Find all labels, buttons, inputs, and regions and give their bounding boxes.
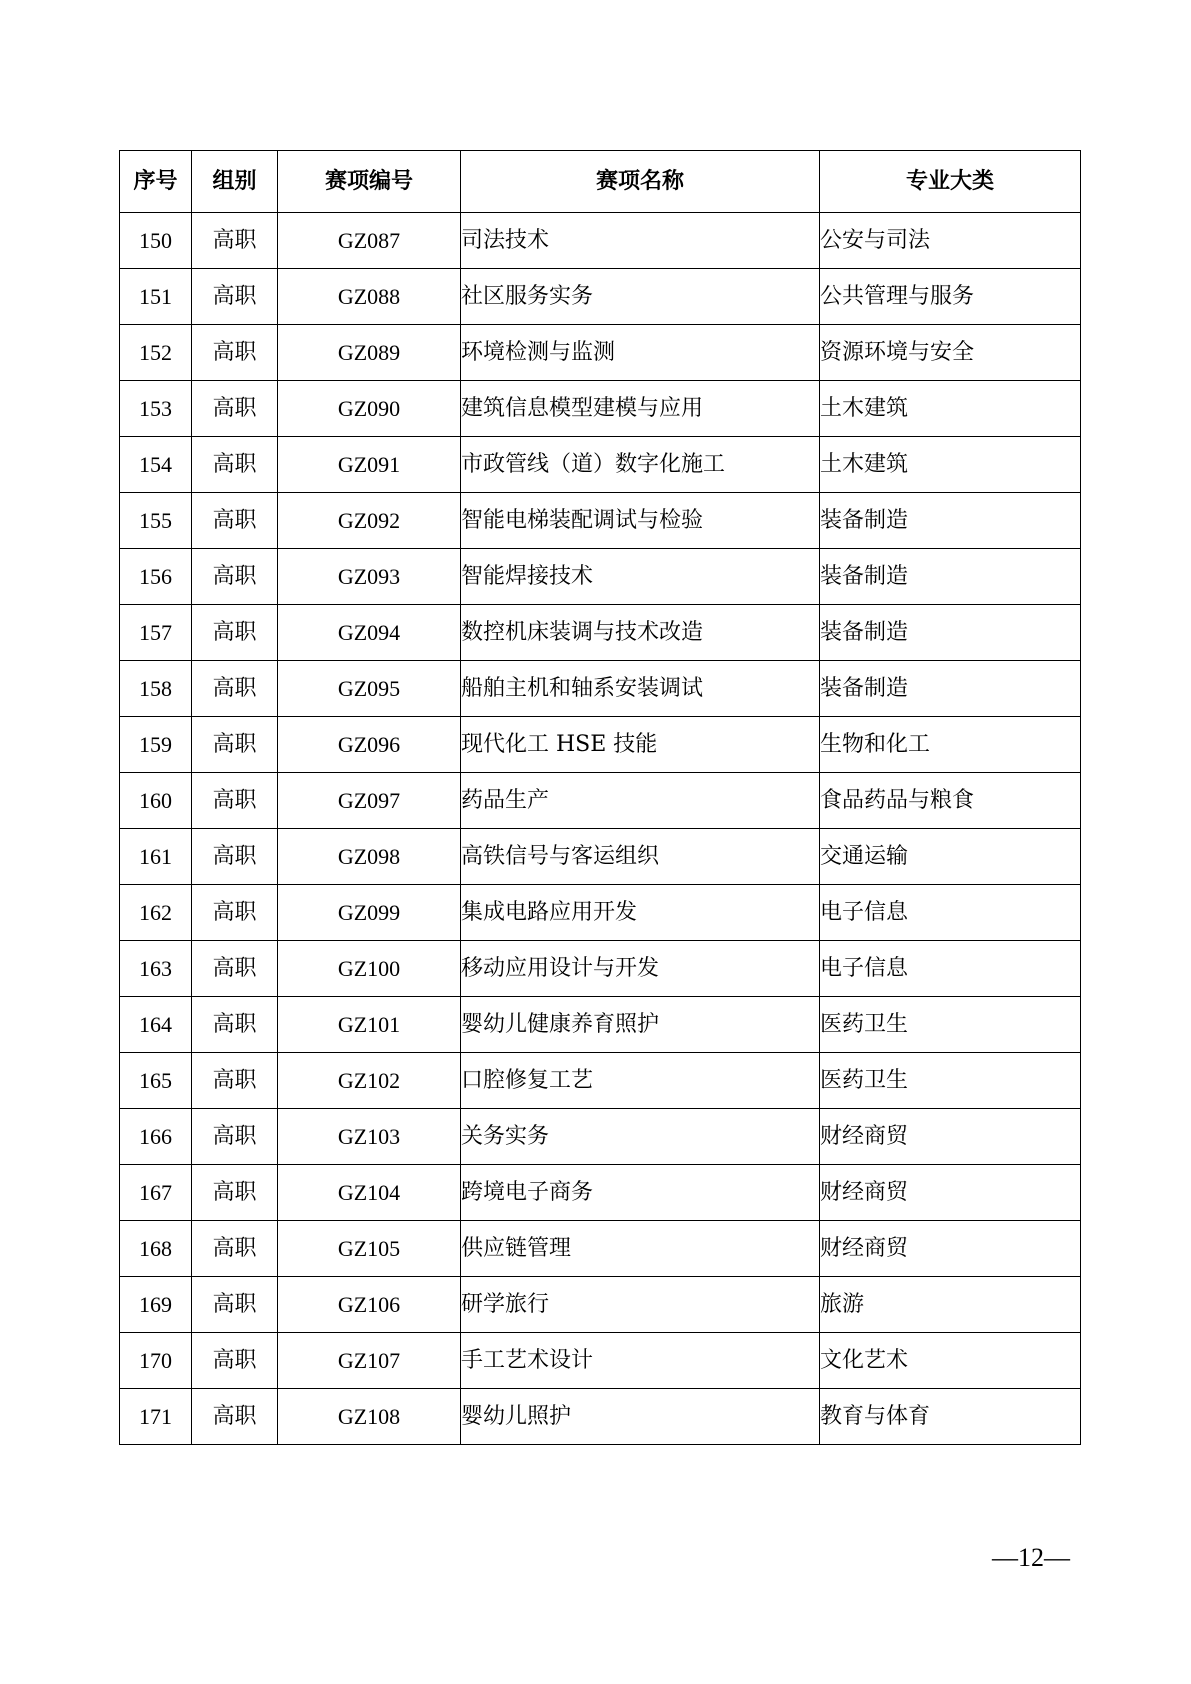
table-row [120, 941, 1081, 997]
cell-serial: 171 [120, 1389, 192, 1445]
cell-category: 医药卫生 [820, 1053, 1081, 1109]
cell-serial: 150 [120, 213, 192, 269]
cell-serial: 167 [120, 1165, 192, 1221]
cell-category: 电子信息 [820, 941, 1081, 997]
cell-code: GZ090 [278, 381, 461, 437]
cell-code: GZ101 [278, 997, 461, 1053]
header-category: 专业大类 [820, 151, 1081, 213]
table-row [120, 437, 1081, 493]
cell-serial: 170 [120, 1333, 192, 1389]
cell-name: 婴幼儿照护 [461, 1389, 820, 1445]
cell-code: GZ092 [278, 493, 461, 549]
cell-serial: 156 [120, 549, 192, 605]
table-row [120, 1221, 1081, 1277]
cell-serial: 165 [120, 1053, 192, 1109]
cell-category: 土木建筑 [820, 381, 1081, 437]
header-group: 组别 [192, 151, 278, 213]
cell-serial: 161 [120, 829, 192, 885]
cell-name: 环境检测与监测 [461, 325, 820, 381]
cell-group: 高职 [192, 213, 278, 269]
cell-category: 财经商贸 [820, 1165, 1081, 1221]
cell-category: 装备制造 [820, 549, 1081, 605]
cell-serial: 159 [120, 717, 192, 773]
cell-serial: 168 [120, 1221, 192, 1277]
cell-name: 司法技术 [461, 213, 820, 269]
table-row [120, 1165, 1081, 1221]
cell-serial: 162 [120, 885, 192, 941]
cell-code: GZ087 [278, 213, 461, 269]
cell-name: 研学旅行 [461, 1277, 820, 1333]
table-row [120, 605, 1081, 661]
cell-code: GZ104 [278, 1165, 461, 1221]
cell-name: 现代化工 HSE 技能 [461, 717, 820, 773]
header-name: 赛项名称 [461, 151, 820, 213]
cell-group: 高职 [192, 549, 278, 605]
cell-code: GZ099 [278, 885, 461, 941]
cell-name: 移动应用设计与开发 [461, 941, 820, 997]
cell-code: GZ100 [278, 941, 461, 997]
table-row [120, 885, 1081, 941]
cell-code: GZ093 [278, 549, 461, 605]
cell-name: 智能焊接技术 [461, 549, 820, 605]
cell-group: 高职 [192, 605, 278, 661]
cell-category: 电子信息 [820, 885, 1081, 941]
cell-category: 财经商贸 [820, 1109, 1081, 1165]
table-row [120, 661, 1081, 717]
table-row [120, 997, 1081, 1053]
cell-serial: 154 [120, 437, 192, 493]
cell-name: 社区服务实务 [461, 269, 820, 325]
table-row [120, 1109, 1081, 1165]
cell-group: 高职 [192, 269, 278, 325]
table-body [120, 213, 1081, 1445]
cell-category: 文化艺术 [820, 1333, 1081, 1389]
cell-group: 高职 [192, 773, 278, 829]
cell-code: GZ106 [278, 1277, 461, 1333]
table-row [120, 717, 1081, 773]
cell-group: 高职 [192, 1221, 278, 1277]
cell-group: 高职 [192, 1053, 278, 1109]
cell-group: 高职 [192, 997, 278, 1053]
cell-code: GZ094 [278, 605, 461, 661]
cell-serial: 158 [120, 661, 192, 717]
cell-category: 装备制造 [820, 605, 1081, 661]
table-header-row [120, 151, 1081, 213]
competition-table [119, 150, 1081, 1445]
header-code: 赛项编号 [278, 151, 461, 213]
table-row [120, 549, 1081, 605]
cell-code: GZ091 [278, 437, 461, 493]
cell-serial: 155 [120, 493, 192, 549]
cell-group: 高职 [192, 885, 278, 941]
cell-code: GZ096 [278, 717, 461, 773]
cell-serial: 152 [120, 325, 192, 381]
table-row [120, 1333, 1081, 1389]
cell-group: 高职 [192, 381, 278, 437]
cell-group: 高职 [192, 1165, 278, 1221]
cell-group: 高职 [192, 829, 278, 885]
cell-name: 建筑信息模型建模与应用 [461, 381, 820, 437]
cell-category: 交通运输 [820, 829, 1081, 885]
cell-name: 手工艺术设计 [461, 1333, 820, 1389]
cell-category: 生物和化工 [820, 717, 1081, 773]
cell-category: 装备制造 [820, 493, 1081, 549]
cell-name: 高铁信号与客运组织 [461, 829, 820, 885]
cell-code: GZ095 [278, 661, 461, 717]
cell-category: 食品药品与粮食 [820, 773, 1081, 829]
cell-name: 供应链管理 [461, 1221, 820, 1277]
cell-category: 财经商贸 [820, 1221, 1081, 1277]
cell-name: 船舶主机和轴系安装调试 [461, 661, 820, 717]
cell-code: GZ089 [278, 325, 461, 381]
cell-group: 高职 [192, 1333, 278, 1389]
cell-name: 跨境电子商务 [461, 1165, 820, 1221]
table-row [120, 213, 1081, 269]
cell-name: 药品生产 [461, 773, 820, 829]
header-serial: 序号 [120, 151, 192, 213]
table-row [120, 1053, 1081, 1109]
cell-category: 公安与司法 [820, 213, 1081, 269]
cell-group: 高职 [192, 717, 278, 773]
cell-name: 智能电梯装配调试与检验 [461, 493, 820, 549]
table-row [120, 1277, 1081, 1333]
cell-name: 市政管线（道）数字化施工 [461, 437, 820, 493]
cell-serial: 169 [120, 1277, 192, 1333]
cell-code: GZ097 [278, 773, 461, 829]
cell-group: 高职 [192, 325, 278, 381]
cell-category: 资源环境与安全 [820, 325, 1081, 381]
cell-group: 高职 [192, 941, 278, 997]
cell-serial: 157 [120, 605, 192, 661]
cell-serial: 166 [120, 1109, 192, 1165]
table-row [120, 829, 1081, 885]
table-row [120, 1389, 1081, 1445]
cell-group: 高职 [192, 437, 278, 493]
cell-group: 高职 [192, 1389, 278, 1445]
cell-code: GZ105 [278, 1221, 461, 1277]
cell-group: 高职 [192, 1277, 278, 1333]
cell-category: 土木建筑 [820, 437, 1081, 493]
table-row [120, 381, 1081, 437]
cell-group: 高职 [192, 493, 278, 549]
cell-code: GZ107 [278, 1333, 461, 1389]
cell-name: 口腔修复工艺 [461, 1053, 820, 1109]
cell-name: 数控机床装调与技术改造 [461, 605, 820, 661]
cell-category: 教育与体育 [820, 1389, 1081, 1445]
cell-category: 公共管理与服务 [820, 269, 1081, 325]
cell-name: 集成电路应用开发 [461, 885, 820, 941]
cell-group: 高职 [192, 1109, 278, 1165]
cell-serial: 160 [120, 773, 192, 829]
cell-code: GZ103 [278, 1109, 461, 1165]
cell-name: 婴幼儿健康养育照护 [461, 997, 820, 1053]
cell-name: 关务实务 [461, 1109, 820, 1165]
cell-serial: 164 [120, 997, 192, 1053]
cell-category: 医药卫生 [820, 997, 1081, 1053]
page-number: —12— [992, 1543, 1070, 1572]
cell-code: GZ088 [278, 269, 461, 325]
cell-category: 旅游 [820, 1277, 1081, 1333]
cell-code: GZ102 [278, 1053, 461, 1109]
cell-code: GZ098 [278, 829, 461, 885]
cell-serial: 153 [120, 381, 192, 437]
cell-code: GZ108 [278, 1389, 461, 1445]
cell-group: 高职 [192, 661, 278, 717]
cell-category: 装备制造 [820, 661, 1081, 717]
table-row [120, 325, 1081, 381]
table-row [120, 493, 1081, 549]
cell-serial: 163 [120, 941, 192, 997]
table-row [120, 269, 1081, 325]
cell-serial: 151 [120, 269, 192, 325]
table-row [120, 773, 1081, 829]
